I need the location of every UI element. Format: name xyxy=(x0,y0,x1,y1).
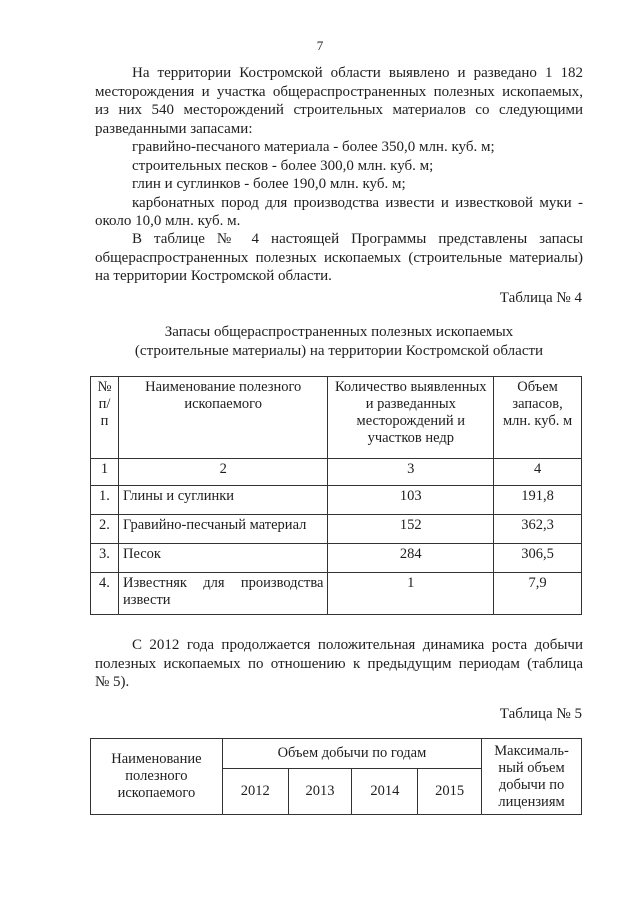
row-count: 152 xyxy=(328,515,494,544)
header-year: 2014 xyxy=(352,769,418,815)
header-year: 2013 xyxy=(288,769,352,815)
table-column-numbers xyxy=(91,459,582,486)
header-volume: Объем запасов, млн. куб. м xyxy=(494,377,582,459)
row-count: 1 xyxy=(328,573,494,615)
list-item-sand: строительных песков - более 300,0 млн. куб. м; xyxy=(132,157,434,174)
row-number: 3. xyxy=(91,544,119,573)
col-number: 2 xyxy=(118,459,327,486)
row-name: Известняк для производства извести xyxy=(118,573,327,615)
header-max-volume: Максималь-ный объем добычи по лицензиям xyxy=(482,739,582,815)
table-row xyxy=(91,515,582,544)
row-name: Глины и суглинки xyxy=(118,486,327,515)
header-number: № п/п xyxy=(91,377,119,459)
paragraph-line: месторождения и участка общераспространенных полезных ископаемых, xyxy=(95,83,583,100)
header-name: Наименование полезного ископаемого xyxy=(118,377,327,459)
paragraph-dynamics xyxy=(95,636,583,692)
table-header-row xyxy=(91,377,582,459)
row-volume: 7,9 xyxy=(494,573,582,615)
list-item-carbonate-cont: около 10,0 млн. куб. м. xyxy=(95,213,241,229)
row-volume: 362,3 xyxy=(494,515,582,544)
header-count: Количество выявленных и разведанных месторождений и участков недр xyxy=(328,377,494,459)
paragraph-line: из них 540 месторождений строительных материалов со следующими xyxy=(95,102,583,118)
row-volume: 306,5 xyxy=(494,544,582,573)
row-number: 2. xyxy=(91,515,119,544)
paragraph-table-ref xyxy=(95,230,583,286)
col-number: 4 xyxy=(494,459,582,486)
paragraph-line: На территории Костромской области выявлено и разведано 1 182 xyxy=(132,65,583,81)
production-table xyxy=(90,738,582,815)
row-count: 103 xyxy=(328,486,494,515)
table5-caption: Таблица № 5 xyxy=(499,706,582,722)
row-volume: 191,8 xyxy=(494,486,582,515)
paragraph-line: общераспространенных полезных ископаемых (строительные материалы) xyxy=(95,249,583,266)
paragraph-line: № 5). xyxy=(95,674,130,690)
table4-title-line: Запасы общераспространенных полезных ископаемых xyxy=(164,324,514,340)
paragraph-deposits xyxy=(95,64,583,231)
table4-caption: Таблица № 4 xyxy=(499,290,582,306)
col-number: 1 xyxy=(91,459,119,486)
paragraph-line: С 2012 года продолжается положительная динамика роста добычи xyxy=(132,637,583,653)
header-year: 2015 xyxy=(418,769,482,815)
row-name: Гравийно-песчаный материал xyxy=(118,515,327,544)
row-number: 4. xyxy=(91,573,119,615)
header-name: Наименование полезного ископаемого xyxy=(91,739,223,815)
page-number: 7 xyxy=(316,38,324,53)
reserves-table xyxy=(90,376,582,615)
paragraph-line: полезных ископаемых по отношению к предыдущим периодам (таблица xyxy=(95,655,583,672)
paragraph-line: разведанными запасами: xyxy=(95,120,253,137)
table4-title-line: (строительные материалы) на территории Костромской области xyxy=(134,343,544,359)
row-count: 284 xyxy=(328,544,494,573)
paragraph-line: В таблице № 4 настоящей Программы представлены запасы xyxy=(132,231,583,247)
table-row xyxy=(91,544,582,573)
list-item-carbonate: карбонатных пород для производства извести и известковой муки - xyxy=(132,194,583,211)
row-number: 1. xyxy=(91,486,119,515)
list-item-gravel: гравийно-песчаного материала - более 350,0 млн. куб. м; xyxy=(132,139,495,155)
table-row xyxy=(91,573,582,615)
header-year: 2012 xyxy=(222,769,288,815)
paragraph-line: на территории Костромской области. xyxy=(95,268,332,284)
row-name: Песок xyxy=(118,544,327,573)
col-number: 3 xyxy=(328,459,494,486)
table-row xyxy=(91,486,582,515)
table4-title xyxy=(95,323,583,361)
table-header-row xyxy=(91,739,582,769)
list-item-clay: глин и суглинков - более 190,0 млн. куб. м; xyxy=(132,176,406,192)
header-volume-by-year: Объем добычи по годам xyxy=(222,739,481,769)
